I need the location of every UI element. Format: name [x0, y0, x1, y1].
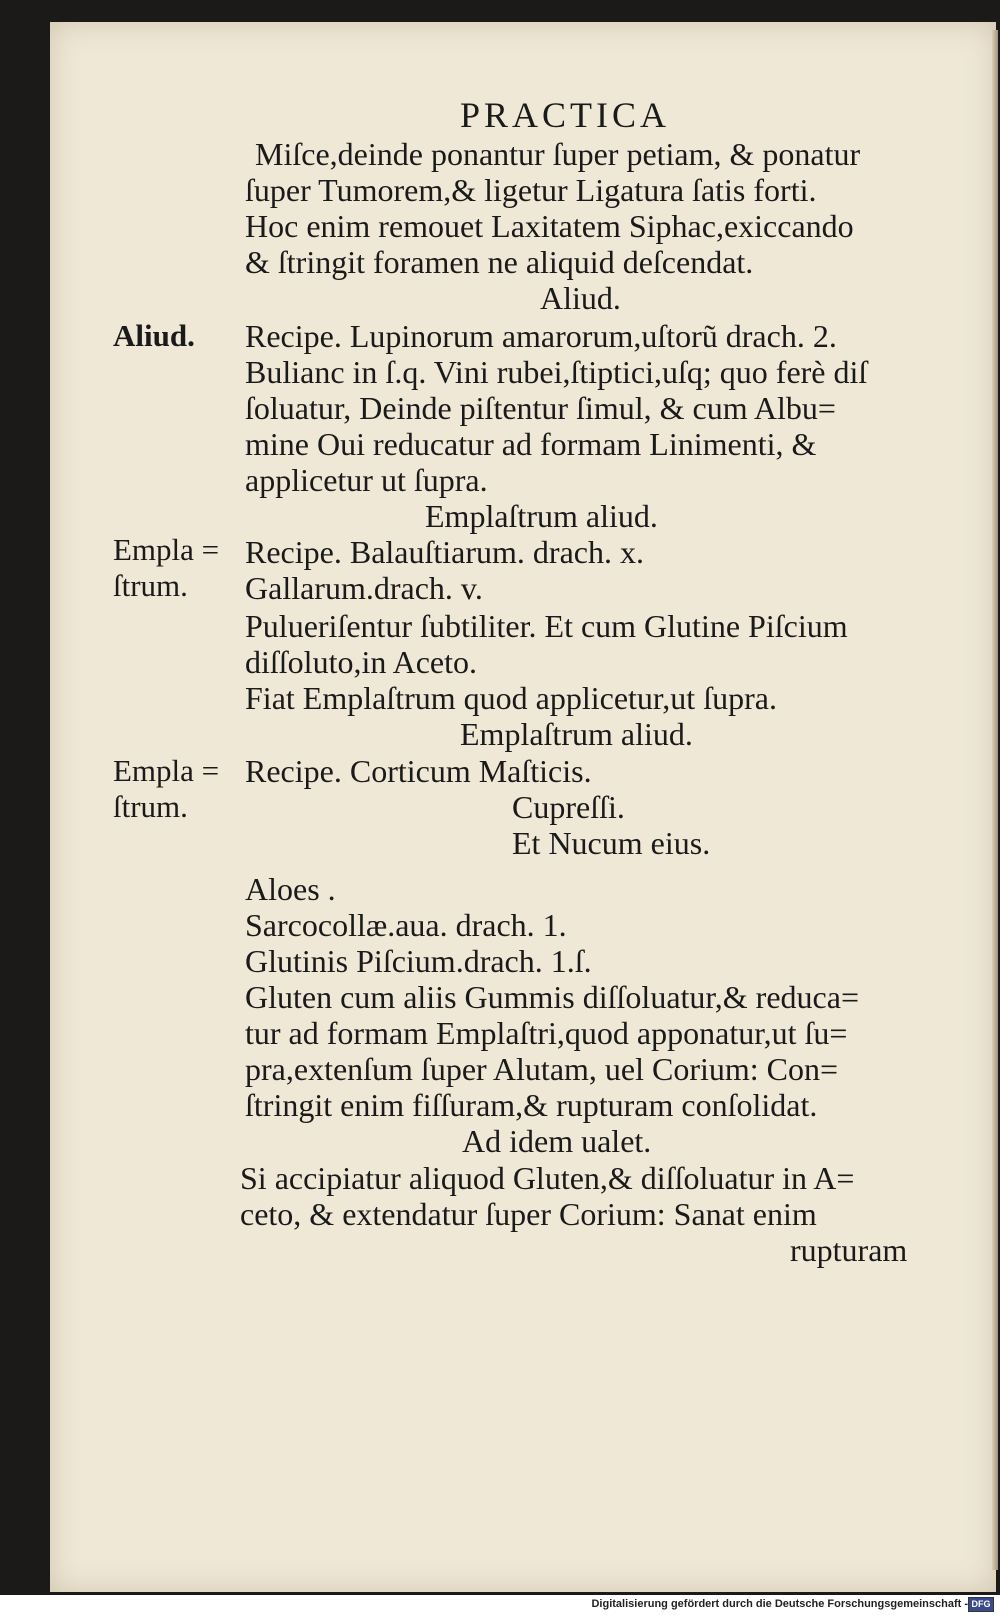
text-line: ſtringit enim fiſſuram,& rupturam conſolidat. [245, 1087, 818, 1123]
text-line: Hoc enim remouet Laxitatem Siphac,exiccando [245, 208, 854, 244]
dfg-logo-icon: DFG [968, 1597, 994, 1612]
running-header: PRACTICA [460, 95, 671, 135]
margin-note: Empla = [113, 532, 220, 567]
text-line: Aloes . [245, 871, 336, 907]
section-heading: Emplaſtrum aliud. [460, 716, 693, 752]
text-line: diſſoluto,in Aceto. [245, 644, 477, 680]
section-heading: Emplaſtrum aliud. [425, 498, 658, 534]
text-line: & ſtringit foramen ne aliquid deſcendat. [245, 244, 754, 280]
text-line: Et Nucum eius. [512, 825, 711, 861]
text-line: Fiat Emplaſtrum quod applicetur,ut ſupra. [245, 680, 777, 716]
text-line: Pulueriſentur ſubtiliter. Et cum Glutine Piſcium [245, 608, 848, 644]
text-line: Sarcocollæ.aua. drach. 1. [245, 907, 567, 943]
section-heading: Ad idem ualet. [462, 1123, 652, 1159]
margin-note: ſtrum. [113, 568, 188, 603]
text-line: Si accipiatur aliquod Gluten,& diſſoluatur in A= [240, 1160, 855, 1196]
text-line: Recipe. Corticum Maſticis. [245, 753, 592, 789]
margin-note: Aliud. [113, 318, 195, 353]
text-line: Cupreſſi. [512, 789, 625, 825]
catchword: rupturam [790, 1232, 908, 1268]
text-line: Miſce,deinde ponantur ſuper petiam, & ponatur [255, 136, 861, 172]
text-line: Gluten cum aliis Gummis diſſoluatur,& reduca= [245, 979, 859, 1015]
text-line: ceto, & extendatur ſuper Corium: Sanat enim [240, 1196, 817, 1232]
text-line: tur ad formam Emplaſtri,quod apponatur,ut ſu= [245, 1015, 848, 1051]
footer-credit: Digitalisierung gefördert durch die Deutsche Forschungsgemeinschaft - [591, 1598, 968, 1610]
text-line: Bulianc in ſ.q. Vini rubei,ſtiptici,uſq; quo ferè diſ [245, 354, 868, 390]
text-line: ſuper Tumorem,& ligetur Ligatura ſatis forti. [245, 172, 817, 208]
page-edge [992, 30, 998, 1570]
section-heading: Aliud. [540, 280, 621, 316]
text-line: Recipe. Balauſtiarum. drach. x. [245, 534, 644, 570]
text-line: Recipe. Lupinorum amarorum,uſtorũ drach. 2. [245, 318, 837, 354]
text-line: pra,extenſum ſuper Alutam, uel Corium: Con= [245, 1051, 839, 1087]
text-line: Gallarum.drach. v. [245, 570, 483, 606]
margin-note: Empla = [113, 753, 220, 788]
text-line: mine Oui reducatur ad formam Linimenti, & [245, 426, 817, 462]
text-line: applicetur ut ſupra. [245, 462, 488, 498]
text-line: Glutinis Piſcium.drach. 1.ſ. [245, 943, 592, 979]
text-line: ſoluatur, Deinde piſtentur ſimul, & cum Albu= [245, 390, 836, 426]
margin-note: ſtrum. [113, 789, 188, 824]
